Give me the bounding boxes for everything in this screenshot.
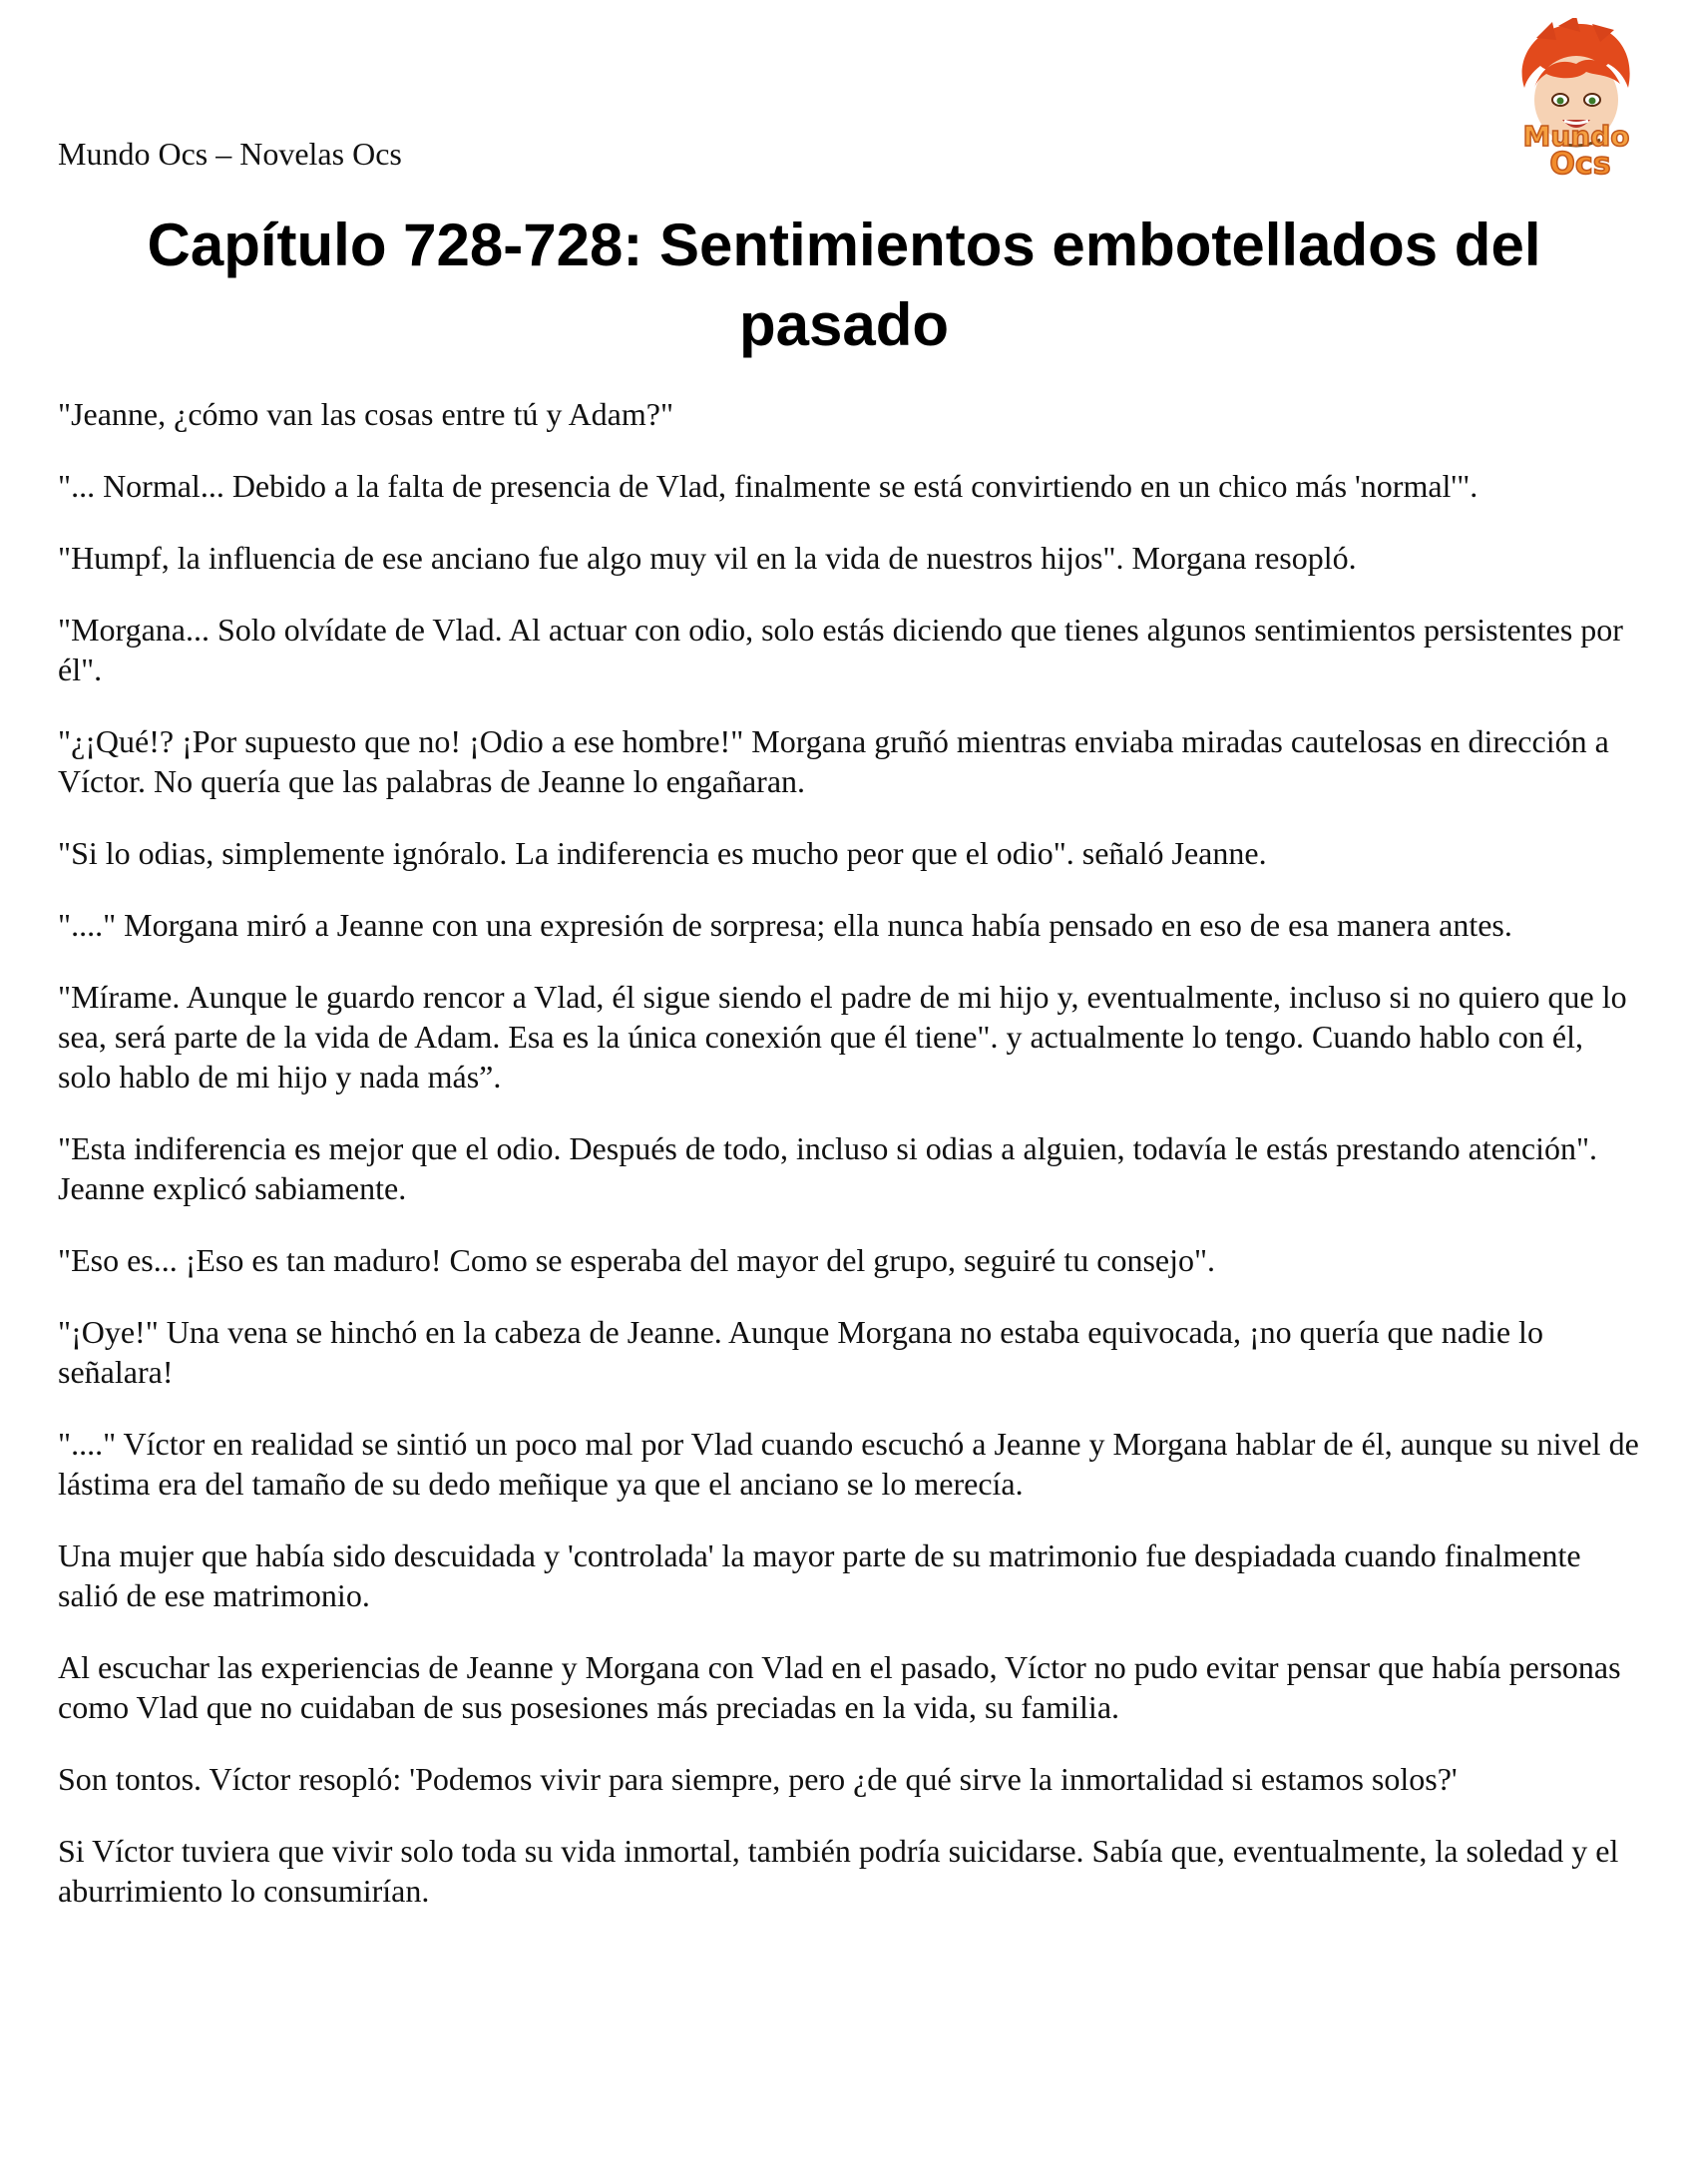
chapter-title: Capítulo 728-728: Sentimientos embotellados del pasado [147,212,1541,358]
svg-text:Mundo: Mundo [1522,120,1630,153]
paragraph: Son tontos. Víctor resopló: 'Podemos vivir para siempre, pero ¿de qué sirve la inmortalidad si estamos solos?' [58,1761,1458,1797]
site-header-label: Mundo Ocs – Novelas Ocs [58,136,402,172]
svg-text:Ocs: Ocs [1549,147,1611,180]
paragraph: Una mujer que había sido descuidada y 'controlada' la mayor parte de su matrimonio fue despiadada cuando finalmente salió de ese matrimonio. [58,1537,1581,1613]
paragraph: "Morgana... Solo olvídate de Vlad. Al actuar con odio, solo estás diciendo que tienes algunos sentimientos persistentes por él". [58,612,1623,687]
paragraph: "Jeanne, ¿cómo van las cosas entre tú y Adam?" [58,396,674,432]
paragraph: "¿¡Qué!? ¡Por supuesto que no! ¡Odio a ese hombre!" Morgana gruñó mientras enviaba miradas cautelosas en dirección a Víctor. No quería que las palabras de Jeanne lo engañaran. [58,723,1609,799]
chapter-body [58,394,1644,1943]
paragraph: "Humpf, la influencia de ese anciano fue algo muy vil en la vida de nuestros hijos". Morgana resopló. [58,540,1357,576]
paragraph: "Si lo odias, simplemente ignóralo. La indiferencia es mucho peor que el odio". señaló Jeanne. [58,835,1267,871]
paragraph: "...." Morgana miró a Jeanne con una expresión de sorpresa; ella nunca había pensado en eso de esa manera antes. [58,907,1512,943]
paragraph: Al escuchar las experiencias de Jeanne y Morgana con Vlad en el pasado, Víctor no pudo evitar pensar que había personas como Vlad que no cuidaban de sus posesiones más preciadas en la vida, su familia. [58,1649,1621,1725]
paragraph: Si Víctor tuviera que vivir solo toda su vida inmortal, también podría suicidarse. Sabía que, eventualmente, la soledad y el aburrimiento lo consumirían. [58,1833,1619,1909]
paragraph: "Eso es... ¡Eso es tan maduro! Como se esperaba del mayor del grupo, seguiré tu consejo". [58,1242,1216,1278]
mundo-ocs-logo [1496,18,1656,180]
paragraph: "...." Víctor en realidad se sintió un poco mal por Vlad cuando escuchó a Jeanne y Morgana hablar de él, aunque su nivel de lástima era del tamaño de su dedo meñique ya que el anciano se lo merecía. [58,1426,1639,1502]
paragraph: "Esta indiferencia es mejor que el odio. Después de todo, incluso si odias a alguien, todavía le estás prestando atención". Jeanne explicó sabiamente. [58,1130,1598,1206]
paragraph: "¡Oye!" Una vena se hinchó en la cabeza de Jeanne. Aunque Morgana no estaba equivocada, ¡no quería que nadie lo señalara! [58,1314,1543,1390]
paragraph: "... Normal... Debido a la falta de presencia de Vlad, finalmente se está convirtiendo en un chico más 'normal'". [58,468,1478,504]
paragraph: "Mírame. Aunque le guardo rencor a Vlad, él sigue siendo el padre de mi hijo y, eventualmente, incluso si no quiero que lo sea, será parte de la vida de Adam. Esa es la única conexión que él tiene". y actualmente lo tengo. Cuando hablo con él, solo hablo de mi hijo y nada más”. [58,979,1627,1094]
